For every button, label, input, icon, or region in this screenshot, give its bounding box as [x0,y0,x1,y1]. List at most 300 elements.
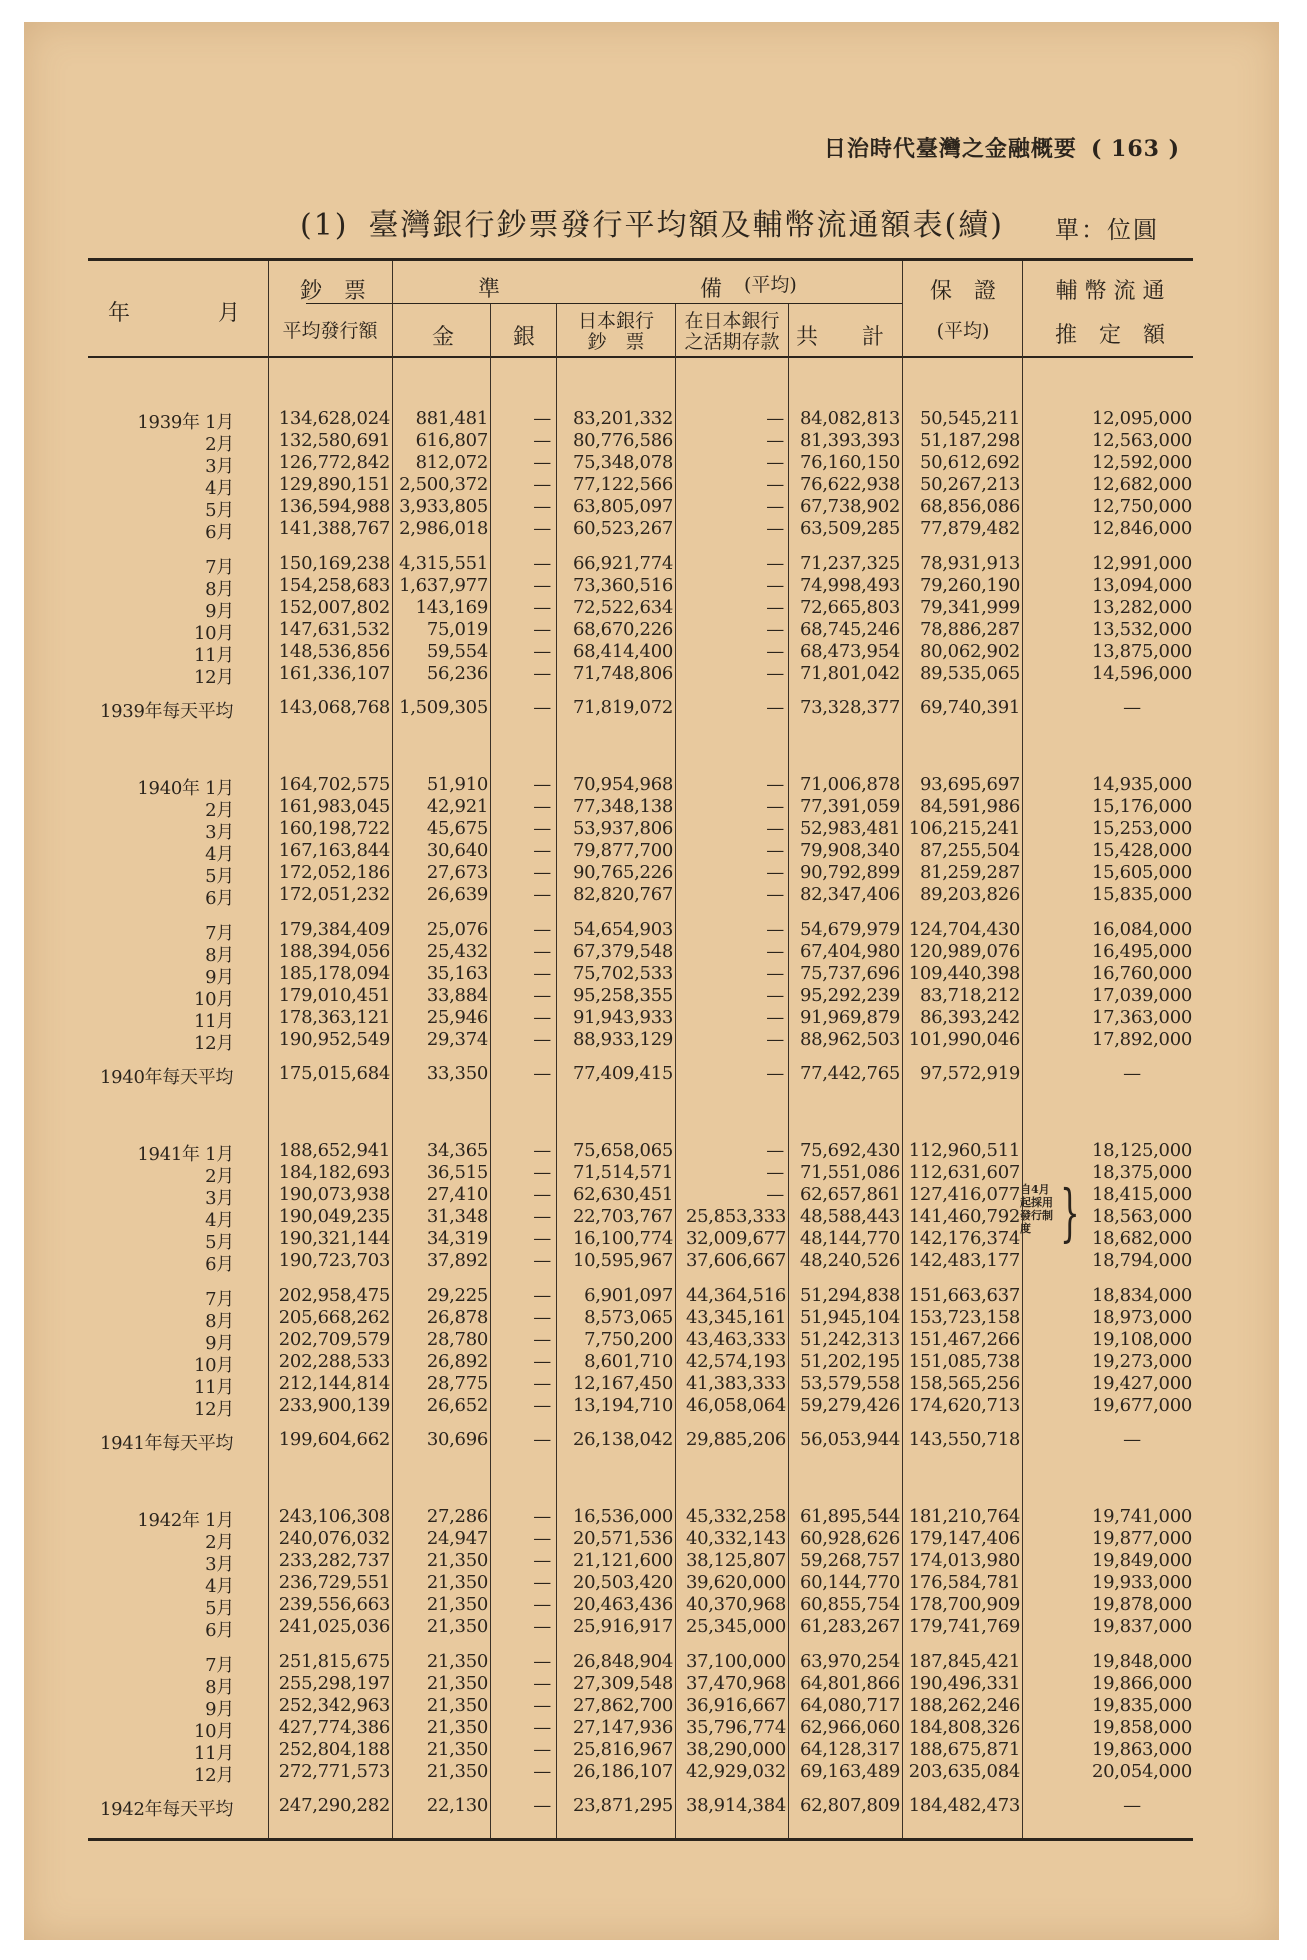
cell-total: 52,983,481 [799,818,900,839]
cell-gold: 27,286 [426,1506,488,1527]
cell-security: 143,550,718 [908,1429,1020,1450]
cell-security: 151,663,637 [908,1285,1020,1306]
cell-deposit: — [766,1007,784,1028]
cell-notes: 236,729,551 [278,1572,390,1593]
cell-silver: — [533,1206,551,1227]
cell-deposit: — [766,663,784,684]
cell-silver: — [533,1528,551,1549]
cell-deposit: 38,290,000 [685,1739,786,1760]
cell-coin: 19,933,000 [1091,1572,1192,1593]
cell-coin: 13,282,000 [1091,597,1192,618]
cell-security: 124,704,430 [908,919,1020,940]
cell-boj: 26,186,107 [572,1761,673,1782]
cell-notes: 241,025,036 [278,1616,390,1637]
cell-boj: 20,463,436 [572,1594,673,1615]
cell-security: 142,176,374 [908,1228,1020,1249]
cell-notes: 240,076,032 [278,1528,390,1549]
cell-silver: — [533,796,551,817]
page-number: ( 163 ) [1090,136,1180,162]
cell-notes: 161,983,045 [278,796,390,817]
cell-silver: — [533,963,551,984]
cell-total: 60,855,754 [799,1594,900,1615]
cell-notes: 136,594,988 [278,496,390,517]
cell-deposit: 39,620,000 [685,1572,786,1593]
cell-deposit: 42,929,032 [685,1761,786,1782]
cell-gold: 56,236 [426,663,488,684]
cell-silver: — [533,1550,551,1571]
cell-silver: — [533,1673,551,1694]
cell-boj: 67,379,548 [572,941,673,962]
cell-notes: 154,258,683 [278,575,390,596]
cell-deposit: — [766,919,784,940]
cell-boj: 27,862,700 [572,1695,673,1716]
row-label: 2月 [205,1532,234,1553]
cell-gold: 1,637,977 [399,575,488,596]
cell-deposit: 37,470,968 [685,1673,786,1694]
cell-security: 87,255,504 [919,840,1020,861]
table-number: (1) [300,208,349,243]
cell-gold: 4,315,551 [399,553,488,574]
cell-coin: 15,835,000 [1091,884,1192,905]
cell-gold: 24,947 [426,1528,488,1549]
cell-security: 184,808,326 [908,1717,1020,1738]
cell-coin: 12,750,000 [1091,496,1192,517]
cell-silver: — [533,619,551,640]
note-brace: } [1060,1176,1080,1249]
cell-coin: 19,427,000 [1091,1373,1192,1394]
cell-deposit: 25,345,000 [685,1616,786,1637]
cell-silver: — [533,818,551,839]
cell-deposit: 25,853,333 [685,1206,786,1227]
cell-total: 75,692,430 [799,1140,900,1161]
cell-gold: 22,130 [426,1795,488,1816]
cell-security: 174,013,980 [908,1550,1020,1571]
cell-coin: 17,363,000 [1091,1007,1192,1028]
cell-silver: — [533,496,551,517]
cell-deposit: 41,383,333 [685,1373,786,1394]
cell-security: 50,267,213 [919,474,1020,495]
cell-security: 190,496,331 [908,1673,1020,1694]
header-coin: 輔 幣 流 通 [1055,279,1165,304]
row-label: 1941年 1月 [137,1144,234,1165]
cell-gold: 30,696 [426,1429,488,1450]
row-label: 12月 [193,1033,234,1054]
cell-coin: 18,973,000 [1091,1307,1192,1328]
row-label: 4月 [205,478,234,499]
cell-security: 83,718,212 [919,985,1020,1006]
cell-notes: 147,631,532 [278,619,390,640]
cell-total: 79,908,340 [799,840,900,861]
cell-security: 151,085,738 [908,1351,1020,1372]
cell-security: 120,989,076 [908,941,1020,962]
cell-security: 80,062,902 [919,641,1020,662]
cell-coin: 16,760,000 [1091,963,1192,984]
header-bottom-rule [88,356,1193,358]
cell-silver: — [533,553,551,574]
cell-total: 48,240,526 [799,1250,900,1271]
cell-coin: 19,878,000 [1091,1594,1192,1615]
row-label: 1939年每天平均 [100,701,234,722]
cell-coin: 16,084,000 [1091,919,1192,940]
cell-coin: 14,596,000 [1091,663,1192,684]
cell-coin: 19,863,000 [1091,1739,1192,1760]
cell-coin: 18,834,000 [1091,1285,1192,1306]
cell-silver: — [533,774,551,795]
cell-gold: 27,410 [426,1184,488,1205]
cell-coin: 15,176,000 [1091,796,1192,817]
cell-notes: 184,182,693 [278,1162,390,1183]
cell-boj: 7,750,200 [584,1329,673,1350]
cell-boj: 63,805,097 [572,496,673,517]
row-label: 9月 [205,1333,234,1354]
cell-boj: 27,147,936 [572,1717,673,1738]
cell-silver: — [533,1717,551,1738]
cell-notes: 243,106,308 [278,1506,390,1527]
cell-boj: 20,571,536 [572,1528,673,1549]
cell-gold: 21,350 [426,1673,488,1694]
cell-boj: 72,522,634 [572,597,673,618]
cell-gold: 34,319 [426,1228,488,1249]
cell-silver: — [533,1761,551,1782]
cell-total: 91,969,879 [799,1007,900,1028]
row-label: 11月 [193,1011,234,1032]
cell-silver: — [533,862,551,883]
cell-boj: 53,937,806 [572,818,673,839]
header-total: 共 [796,325,819,350]
cell-total: 82,347,406 [799,884,900,905]
cell-deposit: 35,796,774 [685,1717,786,1738]
cell-deposit: — [766,840,784,861]
cell-deposit: — [766,818,784,839]
row-label: 9月 [205,601,234,622]
cell-boj: 26,138,042 [572,1429,673,1450]
cell-boj: 95,258,355 [572,985,673,1006]
cell-security: 86,393,242 [919,1007,1020,1028]
cell-coin: 19,835,000 [1091,1695,1192,1716]
cell-gold: 51,910 [426,774,488,795]
row-label: 8月 [205,579,234,600]
cell-silver: — [533,597,551,618]
cell-gold: 31,348 [426,1206,488,1227]
cell-notes: 148,536,856 [278,641,390,662]
cell-deposit: 40,370,968 [685,1594,786,1615]
cell-silver: — [533,697,551,718]
row-label: 1942年每天平均 [100,1799,234,1820]
cell-silver: — [533,430,551,451]
cell-coin: 17,039,000 [1091,985,1192,1006]
cell-deposit: 38,125,807 [685,1550,786,1571]
cell-total: 62,807,809 [799,1795,900,1816]
cell-security: 79,260,190 [919,575,1020,596]
cell-notes: 252,804,188 [278,1739,390,1760]
cell-security: 50,612,692 [919,452,1020,473]
cell-coin: 13,094,000 [1091,575,1192,596]
cell-boj: 26,848,904 [572,1651,673,1672]
header-deposit-sub: 之活期存款 [684,331,780,353]
cell-boj: 60,523,267 [572,518,673,539]
cell-boj: 77,409,415 [572,1063,673,1084]
cell-total: 54,679,979 [799,919,900,940]
cell-silver: — [533,1162,551,1183]
cell-notes: 152,007,802 [278,597,390,618]
row-label: 1939年 1月 [137,412,234,433]
cell-boj: 75,658,065 [572,1140,673,1161]
cell-total: 64,128,317 [799,1739,900,1760]
cell-boj: 27,309,548 [572,1673,673,1694]
cell-coin: 13,875,000 [1091,641,1192,662]
cell-notes: 164,702,575 [278,774,390,795]
cell-deposit: — [766,496,784,517]
cell-coin: 12,991,000 [1091,553,1192,574]
cell-gold: 26,878 [426,1307,488,1328]
col-divider [490,304,491,1838]
cell-gold: 2,500,372 [399,474,488,495]
cell-silver: — [533,1695,551,1716]
cell-notes: 188,652,941 [278,1140,390,1161]
cell-total: 61,895,544 [799,1506,900,1527]
cell-coin: 15,605,000 [1091,862,1192,883]
cell-security: 101,990,046 [908,1029,1020,1050]
running-title: 日治時代臺灣之金融概要 [823,136,1077,162]
cell-gold: 30,640 [426,840,488,861]
cell-gold: 27,673 [426,862,488,883]
cell-total: 76,622,938 [799,474,900,495]
top-rule [88,258,1193,261]
cell-boj: 16,536,000 [572,1506,673,1527]
row-label: 12月 [193,1399,234,1420]
cell-notes: 132,580,691 [278,430,390,451]
row-label: 2月 [205,800,234,821]
cell-deposit: — [766,553,784,574]
cell-gold: 1,509,305 [399,697,488,718]
cell-security: 51,187,298 [919,430,1020,451]
cell-total: 56,053,944 [799,1429,900,1450]
cell-security: 69,740,391 [919,697,1020,718]
cell-gold: 33,350 [426,1063,488,1084]
cell-coin: 18,563,000 [1091,1206,1192,1227]
header-security: 保 證 [929,279,996,304]
cell-coin: 17,892,000 [1091,1029,1192,1050]
cell-security: 127,416,077 [908,1184,1020,1205]
cell-notes: 202,958,475 [278,1285,390,1306]
cell-total: 88,962,503 [799,1029,900,1050]
cell-security: 181,210,764 [908,1506,1020,1527]
header-boj: 日本銀行 [577,310,654,332]
cell-deposit: — [766,862,784,883]
cell-gold: 21,350 [426,1695,488,1716]
header-reserve: 準 [478,277,501,302]
cell-boj: 77,348,138 [572,796,673,817]
row-label: 3月 [205,456,234,477]
row-label: 1940年 1月 [137,778,234,799]
cell-total: 72,665,803 [799,597,900,618]
cell-notes: 160,198,722 [278,818,390,839]
cell-boj: 25,916,917 [572,1616,673,1637]
header-silver: 銀 [512,325,535,350]
row-label: 9月 [205,967,234,988]
cell-deposit: — [766,1162,784,1183]
cell-coin: — [1123,697,1141,718]
cell-silver: — [533,641,551,662]
row-label: 1940年每天平均 [100,1067,234,1088]
cell-silver: — [533,1228,551,1249]
cell-deposit: — [766,774,784,795]
cell-boj: 83,201,332 [572,408,673,429]
row-label: 4月 [205,1576,234,1597]
cell-coin: 18,682,000 [1091,1228,1192,1249]
cell-notes: 141,388,767 [278,518,390,539]
cell-security: 188,675,871 [908,1739,1020,1760]
cell-gold: 616,807 [415,430,488,451]
cell-total: 59,279,426 [799,1395,900,1416]
cell-gold: 28,775 [426,1373,488,1394]
cell-coin: 12,846,000 [1091,518,1192,539]
table-title [300,200,1004,244]
cell-boj: 25,816,967 [572,1739,673,1760]
cell-notes: 205,668,262 [278,1307,390,1328]
row-label: 2月 [205,434,234,455]
cell-boj: 77,122,566 [572,474,673,495]
cell-boj: 20,503,420 [572,1572,673,1593]
cell-gold: 33,884 [426,985,488,1006]
cell-security: 78,886,287 [919,619,1020,640]
cell-silver: — [533,1250,551,1271]
issuance-note: 自4月起採用發行制度 [1020,1183,1053,1235]
row-label: 5月 [205,500,234,521]
cell-deposit: 32,009,677 [685,1228,786,1249]
cell-coin: 19,837,000 [1091,1616,1192,1637]
cell-total: 59,268,757 [799,1550,900,1571]
cell-total: 63,970,254 [799,1651,900,1672]
row-label: 8月 [205,1677,234,1698]
cell-notes: 134,628,024 [278,408,390,429]
cell-coin: 19,273,000 [1091,1351,1192,1372]
row-label: 10月 [193,989,234,1010]
cell-boj: 54,654,903 [572,919,673,940]
cell-gold: 25,946 [426,1007,488,1028]
cell-notes: 190,049,235 [278,1206,390,1227]
cell-total: 77,442,765 [799,1063,900,1084]
cell-boj: 8,601,710 [584,1351,673,1372]
cell-total: 77,391,059 [799,796,900,817]
cell-notes: 190,723,703 [278,1250,390,1271]
cell-total: 74,998,493 [799,575,900,596]
col-divider [1022,261,1023,1838]
cell-silver: — [533,884,551,905]
cell-silver: — [533,1307,551,1328]
cell-boj: 71,748,806 [572,663,673,684]
cell-deposit: 44,364,516 [685,1285,786,1306]
cell-total: 90,792,899 [799,862,900,883]
cell-deposit: 42,574,193 [685,1351,786,1372]
cell-deposit: — [766,597,784,618]
cell-deposit: 38,914,384 [685,1795,786,1816]
cell-silver: — [533,1351,551,1372]
cell-boj: 62,630,451 [572,1184,673,1205]
cell-notes: 179,384,409 [278,919,390,940]
cell-gold: 21,350 [426,1761,488,1782]
cell-notes: 175,015,684 [278,1063,390,1084]
cell-coin: 12,682,000 [1091,474,1192,495]
cell-total: 51,202,195 [799,1351,900,1372]
row-label: 9月 [205,1699,234,1720]
cell-notes: 202,709,579 [278,1329,390,1350]
cell-boj: 88,933,129 [572,1029,673,1050]
cell-silver: — [533,840,551,861]
cell-coin: 19,741,000 [1091,1506,1192,1527]
cell-security: 184,482,473 [908,1795,1020,1816]
cell-deposit: — [766,452,784,473]
cell-silver: — [533,408,551,429]
cell-deposit: 43,463,333 [685,1329,786,1350]
cell-deposit: — [766,796,784,817]
cell-security: 178,700,909 [908,1594,1020,1615]
row-label: 5月 [205,866,234,887]
cell-notes: 185,178,094 [278,963,390,984]
row-label: 10月 [193,1355,234,1376]
cell-boj: 13,194,710 [572,1395,673,1416]
row-label: 4月 [205,844,234,865]
cell-boj: 90,765,226 [572,862,673,883]
cell-deposit: 45,332,258 [685,1506,786,1527]
cell-deposit: — [766,1063,784,1084]
cell-security: 84,591,986 [919,796,1020,817]
cell-silver: — [533,1063,551,1084]
cell-deposit: 36,916,667 [685,1695,786,1716]
cell-coin: 19,877,000 [1091,1528,1192,1549]
cell-total: 62,966,060 [799,1717,900,1738]
cell-silver: — [533,1429,551,1450]
row-label: 11月 [193,645,234,666]
cell-coin: — [1123,1063,1141,1084]
cell-gold: 3,933,805 [399,496,488,517]
cell-total: 61,283,267 [799,1616,900,1637]
row-label: 11月 [193,1377,234,1398]
cell-silver: — [533,1572,551,1593]
cell-notes: 247,290,282 [278,1795,390,1816]
cell-gold: 45,675 [426,818,488,839]
cell-total: 62,657,861 [799,1184,900,1205]
cell-gold: 21,350 [426,1572,488,1593]
cell-coin: 20,054,000 [1091,1761,1192,1782]
cell-silver: — [533,1795,551,1816]
cell-total: 76,160,150 [799,452,900,473]
cell-total: 60,144,770 [799,1572,900,1593]
cell-security: 187,845,421 [908,1651,1020,1672]
cell-silver: — [533,518,551,539]
row-label: 12月 [193,667,234,688]
cell-silver: — [533,1285,551,1306]
cell-total: 68,745,246 [799,619,900,640]
cell-deposit: — [766,1029,784,1050]
cell-gold: 25,432 [426,941,488,962]
cell-notes: 126,772,842 [278,452,390,473]
cell-gold: 143,169 [415,597,488,618]
cell-notes: 212,144,814 [278,1373,390,1394]
cell-deposit: — [766,408,784,429]
cell-coin: 19,848,000 [1091,1651,1192,1672]
cell-notes: 188,394,056 [278,941,390,962]
cell-total: 71,006,878 [799,774,900,795]
cell-boj: 91,943,933 [572,1007,673,1028]
cell-total: 64,801,866 [799,1673,900,1694]
cell-total: 60,928,626 [799,1528,900,1549]
cell-total: 63,509,285 [799,518,900,539]
row-label: 6月 [205,1620,234,1641]
cell-gold: 21,350 [426,1616,488,1637]
row-label: 10月 [193,1721,234,1742]
row-label: 5月 [205,1598,234,1619]
